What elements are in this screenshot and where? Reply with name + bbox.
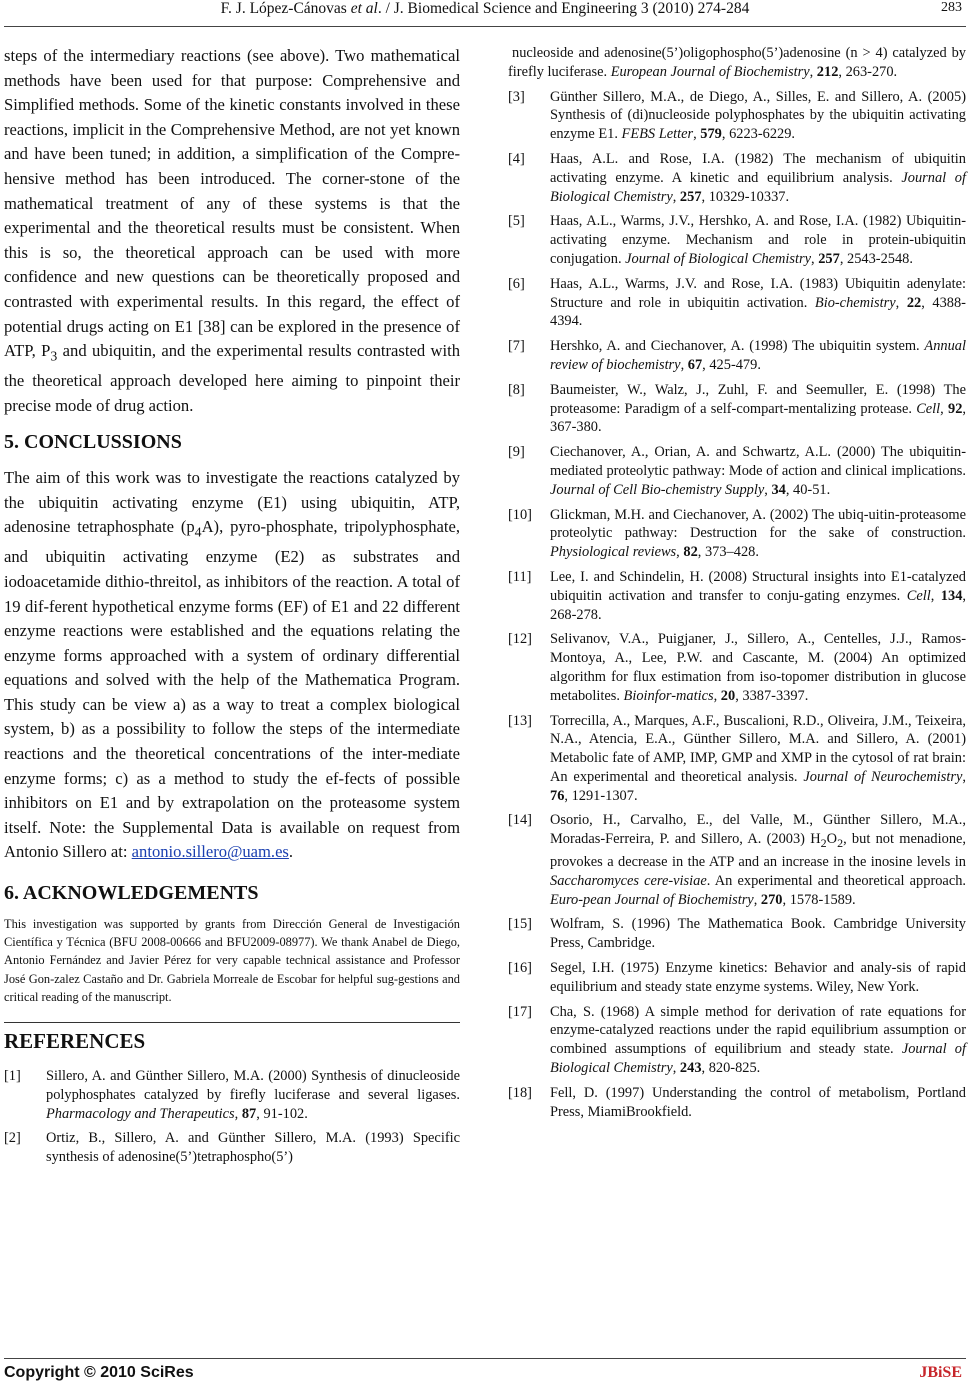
reference-13: [13] Torrecilla, A., Marques, A.F., Buscalioni, R.D., Oliveira, J.M., Teixeira, N.A., Atencia, E.A., Günther Sillero, M.A. and Sillero, A. (2001) Metabolic fate of AMP, IMP, GMP and XMP in the cytosol of rat brain: An experimental and theoretical analysis. Journal of Neurochemistry, 76, 1291-1307.	[508, 712, 966, 804]
paragraph-conclusions: The aim of this work was to investigate the reactions catalyzed by the ubiquitin activating enzyme (E1) using ubiquitin, ATP, adenosine tetraphosphate $(p_4A)$, pyro-phosphate, tripolyphosphate, and ubiquitin activating enzyme (E2) as substrates and iodoacetamide dithio-threitol, as inhibitors of the reaction. A total of 19 dif-ferent hypothetical enzyme forms (EF) of E1 and 22 different enzyme reactions were established and the equations relating the enzyme forms approached with a system of ordinary differential equations and solved with the help of the Mathematica Program. This study can be view a) as a way to treat a complex biological system, b) as a possibility to follow the steps of the intermediate reactions and the theoretical concentrations of the inter-mediate enzyme forms; c) as a method to study the ef-fects of possible inhibitors on E1 and by extrapolation on the proteasome system itself. Note: the Supplemental Data is available on request from Antonio Sillero at: antonio.sillero@uam.es.	[4, 468, 460, 862]
paragraph-intermediary-reactions: steps of the intermediary reactions (see above). Two mathematical methods have been used for that purpose: Comprehensive and Simplified methods. Some of the kinetic constants involved in these reactions, implicit in the Comprehensive Method, are not yet known and have been tuned; in addition, a simplification of the Compre-hensive method has been introduced. The corner-stone of the mathematical treatment of any of these systems is that the experimental and the theoretical results must be consistent. When this is so, the theoretical approach can be used with more confidence and new questions can be theoretically proposed and contrasted with experimental results. In this regard, the effect of potential drugs acting on E1 [38] can be explored in the presence of ATP, $P_3$ and ubiquitin, and the experimental results contrasted with the theoretical approach developed here aiming to pinpoint their precise mode of drug action.	[4, 46, 460, 415]
reference-4: [4] Haas, A.L. and Rose, I.A. (1982) The mechanism of ubiquitin activating enzyme. A kinetic and equilibrium analysis. Journal of Biological Chemistry, 257, 10329-10337.	[508, 150, 966, 205]
reference-15: [15] Wolfram, S. (1996) The Mathematica Book. Cambridge University Press, Cambridge.	[508, 916, 966, 952]
reference-7: [7] Hershko, A. and Ciechanover, A. (1998) The ubiquitin system. Annual review of biochemistry, 67, 425-479.	[508, 338, 966, 373]
reference-6: [6] Haas, A.L., Warms, J.V. and Rose, I.A. (1983) Ubiquitin adenylate: Structure and role in ubiquitin activation. Bio-chemistry, 22, 4388-4394.	[508, 275, 966, 330]
right-column	[508, 44, 966, 1127]
reference-16: [16] Segel, I.H. (1975) Enzyme kinetics: Behavior and analy-sis of rapid equilibrium and steady state enzyme systems. Wiley, New York.	[508, 959, 966, 995]
reference-3: [3] Günther Sillero, M.A., de Diego, A., Silles, E. and Sillero, A. (2005) Synthesis of (di)nucleoside polyphosphates by the ubiquitin activating enzyme E1. FEBS Letter, 579, 6223-6229.	[508, 88, 966, 143]
acknowledgements-text: This investigation was supported by grants from Dirección General de Investigación Científica y Técnica (BFU 2008-00666 and BFU2009-08977). We thank Anabel de Diego, Antonio Fernández and Javier Pérez for very capable technical assistance and Professor José Gon-zalez Castaño and Dr. Gabriela Morreale de Escobar for helpful sug-gestions and critical reading of the manuscript.	[4, 917, 460, 1004]
running-title-et-al: et al	[350, 0, 378, 17]
reference-11: [11] Lee, I. and Schindelin, H. (2008) Structural insights into E1-catalyzed ubiquitin activation and transfer to conju-gating enzymes. Cell, 134, 268-278.	[508, 568, 966, 623]
footer-rule	[4, 1358, 966, 1359]
reference-2: [2] Ortiz, B., Sillero, A. and Günther Sillero, M.A. (1993) Specific synthesis of adenosine(5’)tetraphospho(5’)	[4, 1130, 460, 1166]
copyright-notice: Copyright © 2010 SciRes	[4, 1364, 194, 1381]
references-heading: REFERENCES	[4, 1029, 146, 1054]
section-acknowledgements-heading: 6. ACKNOWLEDGEMENTS	[4, 882, 259, 905]
left-column	[4, 44, 460, 1173]
journal-abbreviation: JBiSE	[919, 1364, 962, 1381]
reference-8: [8] Baumeister, W., Walz, J., Zuhl, F. and Seemuller, E. (1998) The proteasome: Paradigm of a self-compart-mentalizing protease. Cell, 92, 367-380.	[508, 381, 966, 436]
reference-17: [17] Cha, S. (1968) A simple method for derivation of rate equations for enzyme-catalyzed reactions under the rapid equilibrium assumption or combined assumptions of equilibrium and steady state. Journal of Biological Chemistry, 243, 820-825.	[508, 1003, 966, 1076]
running-title-authors: F. J. López-Cánovas	[220, 0, 351, 17]
reference-18: [18] Fell, D. (1997) Understanding the control of metabolism, Portland Press, MiamiBrookfield.	[508, 1084, 966, 1120]
reference-5: [5] Haas, A.L., Warms, J.V., Hershko, A. and Rose, I.A. (1982) Ubiquitin-activating enzyme. Mechanism and role in protein-ubiquitin conjugation. Journal of Biological Chemistry, 257, 2543-2548.	[508, 213, 966, 267]
header-rule	[4, 26, 966, 27]
running-title	[0, 0, 970, 18]
reference-10: [10] Glickman, M.H. and Ciechanover, A. (2002) The ubiq-uitin-proteasome proteolytic pathway: Destruction for the sake of construction. Physiological reviews, 82, 373–428.	[508, 506, 966, 561]
page-number: 283	[941, 0, 962, 15]
page-footer	[0, 1348, 970, 1386]
reference-1: [1] Sillero, A. and Günther Sillero, M.A. (2000) Synthesis of dinucleoside polyphosphates catalyzed by firefly luciferase and several ligases. Pharmacology and Therapeutics, 87, 91-102.	[4, 1068, 460, 1122]
running-title-journal: . / J. Biomedical Science and Engineering 3 (2010) 274-284	[377, 0, 750, 17]
reference-14: [14] Osorio, H., Carvalho, E., del Valle, M., Günther Sillero, M.A., Moradas-Ferreira, P. and Sillero, A. (2003) $H_2O_2$, but not menadione, provokes a decrease in the ATP and an increase in the inosine levels in Saccharomyces cere-visiae. An experimental and theoretical approach. Euro-pean Journal of Biochemistry, 270, 1578-1589.	[508, 812, 966, 908]
section-conclusions-heading: 5. CONCLUSSIONS	[4, 431, 182, 454]
email-link[interactable]: antonio.sillero@uam.es	[131, 842, 289, 862]
page-header	[0, 0, 970, 24]
reference-2-continued: nucleoside and adenosine(5’)oligophospho(5’)adenosine (n > 4) catalyzed by firefly luciferase. European Journal of Biochemistry, 212, 263-270.	[508, 45, 966, 80]
reference-12: [12] Selivanov, V.A., Puigjaner, J., Sillero, A., Centelles, J.J., Ramos-Montoya, A., Lee, P.W. and Cascante, M. (2004) An optimized algorithm for flux estimation from iso-topomer distribution in glucose metabolites. Bioinfor-matics, 20, 3387-3397.	[508, 631, 966, 704]
reference-9: [9] Ciechanover, A., Orian, A. and Schwartz, A.L. (2000) The ubiquitin-mediated proteolytic pathway: Mode of action and clinical implications. Journal of Cell Bio-chemistry Supply, 34, 40-51.	[508, 444, 966, 498]
